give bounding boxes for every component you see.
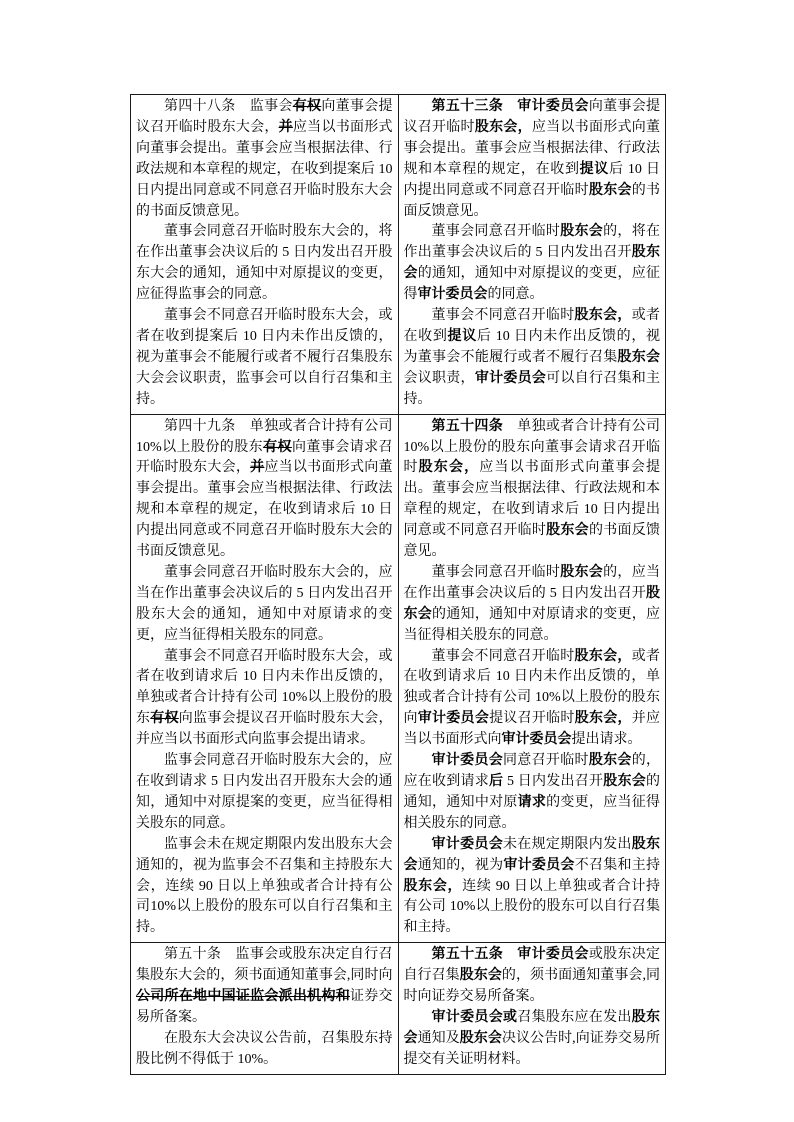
inserted-text-run: 股东会， xyxy=(574,308,632,324)
text-run: 决议公告时,向证券交易所提交有关证明材料。 xyxy=(403,1030,661,1067)
deleted-text-run: 有权 xyxy=(292,99,322,114)
text-run: 或者在收到请求后 10 日内未作出反馈的，单独或者合计持有公司 10%以上股份的股东向 xyxy=(403,648,661,727)
inserted-text-run: 审计委员会 xyxy=(417,711,490,727)
text-run: 向董事会提议召开临时 xyxy=(403,99,661,135)
paragraph xyxy=(136,1029,393,1071)
text-run: 未在规定期限内发出 xyxy=(503,836,632,852)
inserted-text-run: 后 xyxy=(489,774,504,789)
inserted-text-run: 股东会 xyxy=(403,1009,661,1046)
inserted-text-run: 请求 xyxy=(517,794,547,810)
paragraph xyxy=(404,751,661,835)
inserted-text-run: 股东会， xyxy=(474,119,532,135)
text-run: 第四十八条 监事会 xyxy=(164,99,293,114)
paragraph xyxy=(404,563,661,647)
deleted-text-run: 并 xyxy=(250,460,265,476)
inserted-text-run: 第五十四条 xyxy=(431,418,503,434)
inserted-text-run: 股东会 xyxy=(603,774,646,789)
paragraph xyxy=(404,647,661,752)
text-run: 通知及 xyxy=(417,1030,460,1046)
text-run: 的，应当在作出董事会决议后的 5 日内发出召开 xyxy=(403,564,661,601)
inserted-text-run: 股东会 xyxy=(403,245,660,282)
text-run: 召集股东应在发出 xyxy=(517,1009,632,1025)
inserted-text-run: 股东会 xyxy=(403,585,660,622)
text-run: 或者在收到 xyxy=(403,308,661,344)
text-run: 董事会不同意召开临时股东大会，或者在收到请求后 10 日内未作出反馈的，单独或者合计持有公司 10%以上股份的股东 xyxy=(136,648,393,727)
cell-new-article-55 xyxy=(398,943,666,1074)
paragraph xyxy=(404,97,661,222)
cell-old-article-50 xyxy=(131,943,399,1074)
inserted-text-run: 提议 xyxy=(579,161,609,177)
inserted-text-run: 股东会， xyxy=(418,460,480,476)
paragraph xyxy=(136,835,393,940)
inserted-text-run: 审计委员会 xyxy=(431,753,503,769)
table-row xyxy=(131,943,666,1074)
text-run: 5 日内发出召开 xyxy=(503,774,604,789)
paragraph xyxy=(404,306,661,411)
text-run: 监事会未在规定期限内发出股东大会通知的，视为监事会不召集和主持股东大会，连续 90 日以上单独或者合计持有公司10%以上股份的股东可以自行召集和主持。 xyxy=(136,836,393,936)
text-run: 在股东大会决议公告前，召集股东持股比例不得低于 10%。 xyxy=(136,1030,393,1067)
text-run: 同意召开临时 xyxy=(503,753,589,769)
paragraph xyxy=(136,306,393,411)
text-run: 连续 90 日以上单独或者合计持有公司 10%以上股份的股东可以自行召集和主持。 xyxy=(403,878,661,936)
paragraph xyxy=(136,417,393,563)
paragraph xyxy=(136,751,393,835)
text-run: 董事会不同意召开临时 xyxy=(431,308,575,324)
cell-old-article-49 xyxy=(131,414,399,943)
inserted-text-run: 股东会 xyxy=(560,224,604,240)
text-run: 证券交易所备案。 xyxy=(136,989,393,1025)
inserted-text-run: 第五十三条 审计委员会 xyxy=(431,99,589,114)
text-run: 提议召开临时 xyxy=(489,711,575,727)
text-run: 的通知，通知中对原提议的变更，应征得 xyxy=(403,266,660,303)
table-row xyxy=(131,414,666,943)
paragraph xyxy=(404,835,661,940)
article-comparison-table xyxy=(130,94,666,1075)
text-run: 可以自行召集和主持。 xyxy=(403,370,661,407)
paragraph xyxy=(404,945,661,1008)
text-run: 董事会同意召开临时 xyxy=(431,564,561,580)
inserted-text-run: 股东会 xyxy=(403,836,661,873)
inserted-text-run: 提议 xyxy=(447,328,477,344)
text-run: 后 10 日内未作出反馈的，视为董事会不能履行或者不履行召集 xyxy=(403,328,661,365)
text-run: 的书面反馈意见。 xyxy=(403,523,661,560)
inserted-text-run: 股东会 xyxy=(617,349,661,365)
inserted-text-run: 审计委员会 xyxy=(431,836,503,852)
inserted-text-run: 股东会 xyxy=(546,523,589,539)
table-row xyxy=(131,95,666,415)
deleted-text-run: 有权 xyxy=(150,711,179,727)
text-run: 会议职责， xyxy=(403,370,475,386)
text-run: 的同意。 xyxy=(487,287,544,303)
paragraph xyxy=(404,417,661,563)
text-run: 董事会同意召开临时 xyxy=(431,224,561,240)
text-run: 董事会同意召开临时股东大会的，将在作出董事会决议后的 5 日内发出召开股东大会的通知，通知中对原提议的变更，应征得监事会的同意。 xyxy=(136,224,393,303)
text-run: 后 10 日内提出同意或不同意召开临时 xyxy=(403,161,661,198)
text-run: 的，须书面通知董事会,同时向证券交易所备案。 xyxy=(403,968,661,1005)
text-run: 的，将在作出董事会决议后的 5 日内发出召开 xyxy=(403,224,661,261)
text-run: 的变更，应当征得相关股东的同意。 xyxy=(403,794,661,831)
paragraph xyxy=(136,945,393,1029)
inserted-text-run: 审计委员会 xyxy=(474,370,547,386)
inserted-text-run: 审计委员会 xyxy=(503,857,575,873)
inserted-text-run: 股东会 xyxy=(459,968,502,984)
text-run: 董事会不同意召开临时股东大会，或者在收到提案后 10 日内未作出反馈的，视为董事会不能履行或者不履行召集股东大会会议职责，监事会可以自行召集和主持。 xyxy=(136,308,393,407)
deleted-text-run: 公司所在地中国证监会派出机构和 xyxy=(136,989,350,1005)
text-run: 应当以书面形式向董事会提出。董事会应当根据法律、行政法规和本章程的规定，在收到请求后 10 日内提出同意或不同意召开临时 xyxy=(403,460,660,539)
inserted-text-run: 审计委员会或 xyxy=(431,1009,518,1025)
paragraph xyxy=(136,97,393,222)
text-run: 第四十九条 单独或者合计持有公司10%以上股份的股东 xyxy=(136,418,393,455)
text-run: 的，应在收到请求 xyxy=(403,753,661,789)
text-run: 不召集和主持 xyxy=(574,857,661,873)
deleted-text-run: 有权 xyxy=(263,439,292,455)
deleted-text-run: 并 xyxy=(278,119,293,135)
text-run: 单独或者合计持有公司10%以上股份的股东向董事会请求召开临时 xyxy=(403,418,660,476)
inserted-text-run: 股东会 xyxy=(459,1030,502,1046)
text-run: 董事会同意召开临时股东大会的，应当在作出董事会决议后的 5 日内发出召开股东大会的通知，通知中对原请求的变更，应当征得相关股东的同意。 xyxy=(136,564,393,643)
text-run: 应当以书面形式向董事会提出。董事会应当根据法律、行政法规和本章程的规定，在收到请求后 10 日内提出同意或不同意召开临时股东大会的书面反馈意见。 xyxy=(136,460,393,560)
inserted-text-run: 股东会 xyxy=(588,753,632,769)
text-run: 向监事会提议召开临时股东大会，并应当以书面形式向监事会提出请求。 xyxy=(136,711,393,748)
inserted-text-run: 股东会 xyxy=(588,182,632,198)
cell-old-article-48 xyxy=(131,95,399,415)
text-run: 监事会同意召开临时股东大会的，应在收到请求 5 日内发出召开股东大会的通知，通知中对原提案的变更，应当征得相关股东的同意。 xyxy=(136,753,393,831)
paragraph xyxy=(404,222,661,306)
text-run: 并应当以书面形式向 xyxy=(403,711,661,748)
inserted-text-run: 审计委员会 xyxy=(501,732,572,748)
inserted-text-run: 股东会， xyxy=(574,711,632,727)
paragraph xyxy=(136,647,393,752)
text-run: 的书面反馈意见。 xyxy=(403,182,661,219)
text-run: 或股东决定自行召集 xyxy=(403,947,661,984)
inserted-text-run: 第五十五条 审计委员会 xyxy=(431,947,589,963)
text-run: 董事会不同意召开临时 xyxy=(431,648,575,664)
text-run: 第五十条 监事会或股东决定自行召集股东大会的，须书面通知董事会,同时向 xyxy=(136,947,393,984)
text-run: 通知的，视为 xyxy=(417,857,504,873)
inserted-text-run: 股东会 xyxy=(560,564,604,580)
text-run: 向董事会提议召开临时股东大会， xyxy=(136,99,393,135)
text-run: 应当以书面形式向董事会提出。董事会应当根据法律、行政法规和本章程的规定，在收到提案后 10 日内提出同意或不同意召开临时股东大会的书面反馈意见。 xyxy=(136,119,393,219)
inserted-text-run: 股东会， xyxy=(574,648,632,664)
paragraph xyxy=(136,222,393,306)
inserted-text-run: 股东会， xyxy=(403,878,463,894)
paragraph xyxy=(136,563,393,647)
text-run: 提出请求。 xyxy=(571,732,642,748)
text-run: 的通知，通知中对原请求的变更，应当征得相关股东的同意。 xyxy=(403,606,661,643)
text-run: 应当以书面形式向董事会提出。董事会应当根据法律、行政法规和本章程的规定，在收到 xyxy=(403,119,661,177)
paragraph xyxy=(404,1008,661,1071)
cell-new-article-53 xyxy=(398,95,666,415)
text-run: 向董事会请求召开临时股东大会， xyxy=(136,439,393,476)
cell-new-article-54 xyxy=(398,414,666,943)
inserted-text-run: 审计委员会 xyxy=(417,287,488,303)
text-run: 的通知，通知中对原 xyxy=(403,774,660,810)
